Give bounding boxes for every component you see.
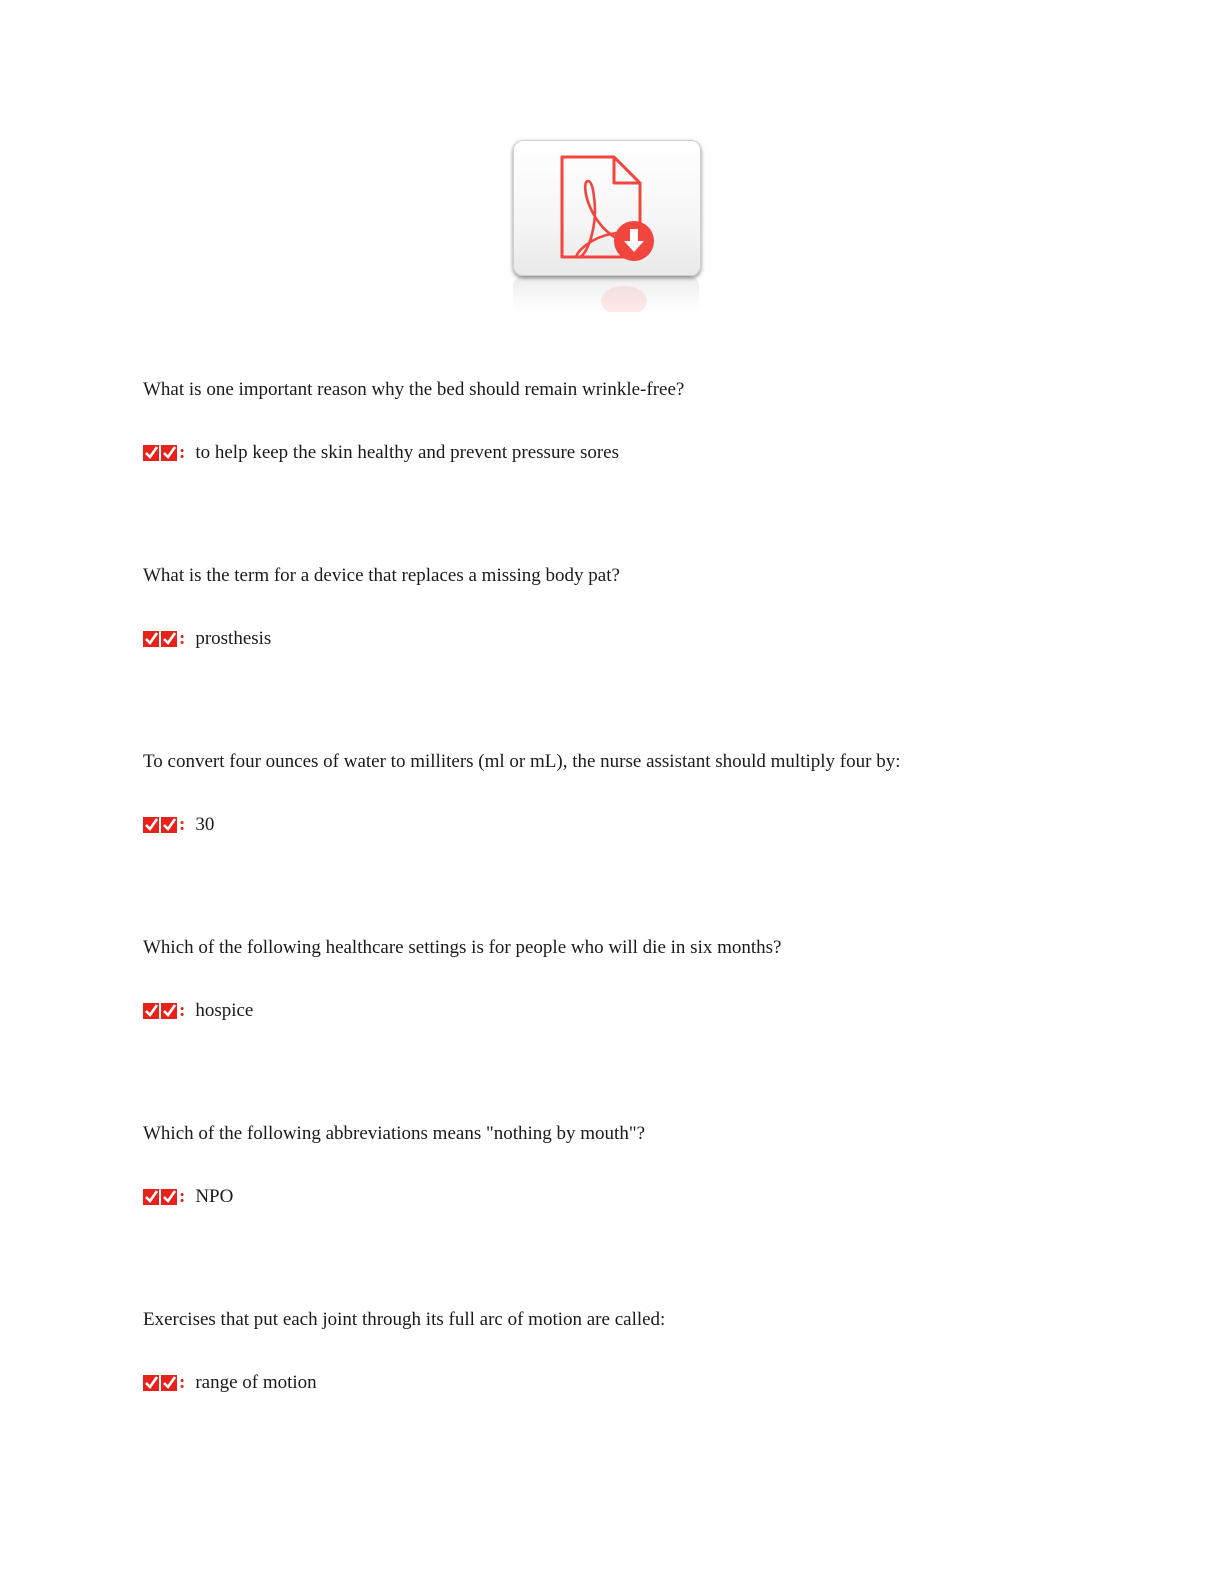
answer-line bbox=[143, 626, 1103, 652]
answer-text: NPO bbox=[195, 1186, 234, 1207]
double-checkbox-icon bbox=[143, 1189, 177, 1205]
pdf-download-icon bbox=[514, 141, 700, 275]
answer-separator: : bbox=[179, 628, 186, 649]
double-checkbox-icon bbox=[143, 817, 177, 833]
answer-text: 30 bbox=[195, 814, 215, 835]
answer-text: hospice bbox=[195, 1000, 254, 1021]
double-checkbox-icon bbox=[143, 1375, 177, 1391]
logo-reflection bbox=[513, 276, 699, 312]
answer-line bbox=[143, 812, 1103, 838]
question-text: What is the term for a device that replaces a missing body pat? bbox=[143, 565, 620, 586]
answer-separator: : bbox=[179, 1372, 186, 1393]
qa-item bbox=[143, 1121, 1103, 1210]
double-checkbox-icon bbox=[143, 1003, 177, 1019]
qa-item bbox=[143, 1307, 1103, 1396]
answer-separator: : bbox=[179, 1186, 186, 1207]
qa-item bbox=[143, 749, 1103, 838]
question-text: Exercises that put each joint through its full arc of motion are called: bbox=[143, 1309, 666, 1330]
answer-line bbox=[143, 440, 1103, 466]
answer-separator: : bbox=[179, 1000, 186, 1021]
pdf-download-logo bbox=[513, 140, 701, 276]
double-checkbox-icon bbox=[143, 445, 177, 461]
qa-item bbox=[143, 377, 1103, 466]
answer-text: prosthesis bbox=[195, 628, 272, 649]
answer-line bbox=[143, 1370, 1103, 1396]
answer-line bbox=[143, 998, 1103, 1024]
double-checkbox-icon bbox=[143, 631, 177, 647]
question-text: What is one important reason why the bed should remain wrinkle-free? bbox=[143, 379, 685, 400]
answer-line bbox=[143, 1184, 1103, 1210]
qa-item bbox=[143, 935, 1103, 1024]
qa-item bbox=[143, 563, 1103, 652]
question-text: To convert four ounces of water to milliters (ml or mL), the nurse assistant should multiply four by: bbox=[143, 751, 901, 772]
question-text: Which of the following abbreviations means "nothing by mouth"? bbox=[143, 1123, 646, 1144]
question-text: Which of the following healthcare settings is for people who will die in six months? bbox=[143, 937, 782, 958]
answer-separator: : bbox=[179, 442, 186, 463]
answer-text: range of motion bbox=[195, 1372, 317, 1393]
answer-text: to help keep the skin healthy and prevent pressure sores bbox=[195, 442, 620, 463]
answer-separator: : bbox=[179, 814, 186, 835]
